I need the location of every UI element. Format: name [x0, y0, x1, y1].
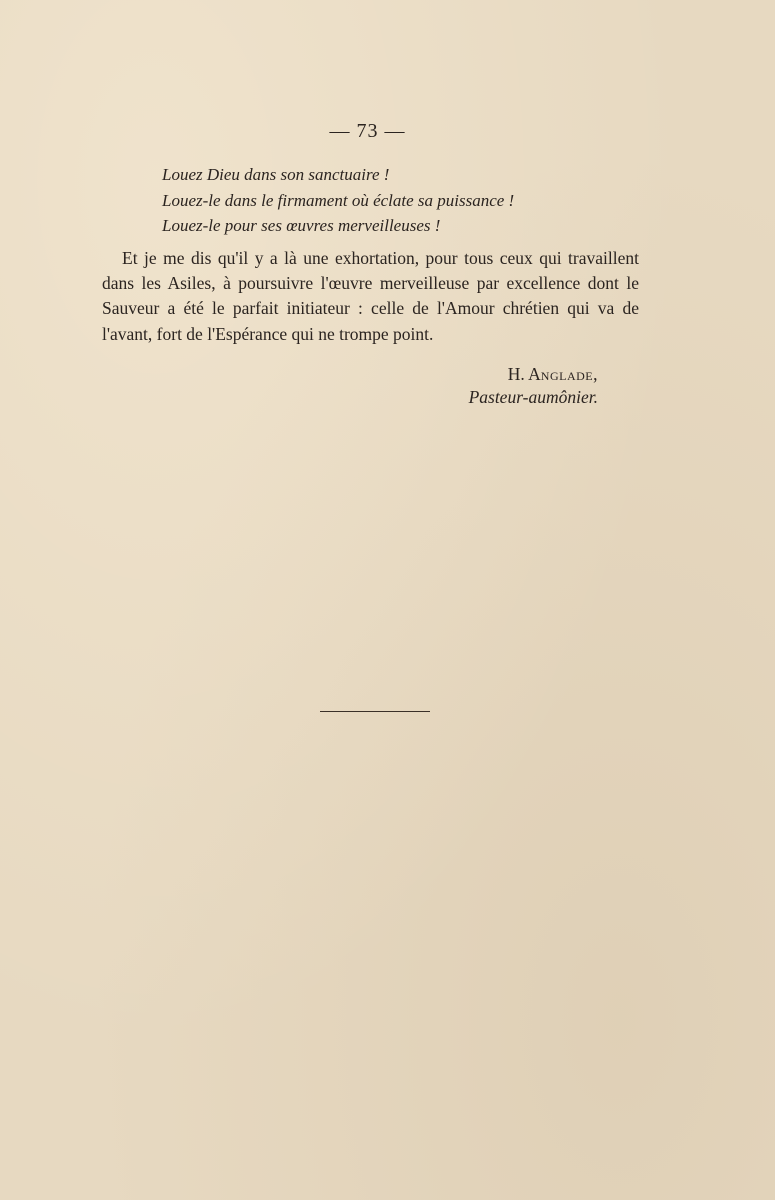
verse-line-3: Louez-le pour ses œuvres merveilleuses !: [162, 216, 441, 235]
signature-name-initial: H. A: [507, 364, 541, 384]
end-rule: [320, 711, 430, 712]
verse-line-2: Louez-le dans le firmament où éclate sa puissance !: [162, 190, 515, 210]
signature-name: [300, 364, 598, 385]
verse-line-1: Louez Dieu dans son sanctuaire !: [162, 165, 390, 184]
verse-block: [162, 162, 642, 239]
body-paragraph: Et je me dis qu'il y a là une exhortation, pour tous ceux qui travaillent dans les Asiles, à poursuivre l'œuvre merveilleuse par excellence dont le Sauveur a été le parfait initiateur : celle de l'Amour chrétien qui va de l'avant, fort de l'Espérance qui ne trompe point.: [102, 248, 639, 344]
signature-name-rest: nglade,: [540, 364, 598, 384]
signature-title: Pasteur-aumônier.: [468, 387, 598, 407]
page-number: — 73 —: [329, 120, 406, 142]
